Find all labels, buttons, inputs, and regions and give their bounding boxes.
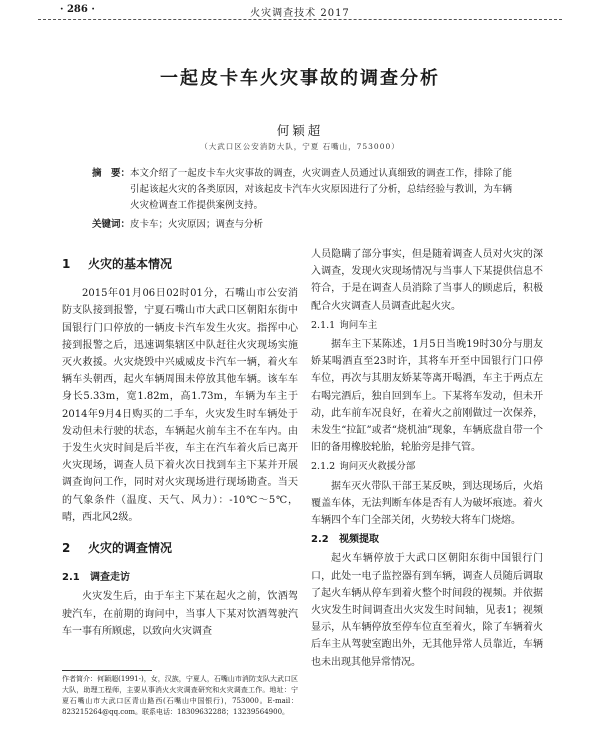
section-2-number: 2: [62, 541, 71, 556]
section-2-2-number: 2.2: [311, 534, 329, 546]
section-1-heading: [62, 256, 298, 273]
journal-title: 火灾调查技术 2017: [250, 8, 350, 19]
section-2-1-number: 2.1: [62, 572, 80, 584]
running-header: [38, 2, 562, 20]
section-2-1-2-paragraph: 据车灭火带队干部王某反映，到达现场后，火焰覆盖车体，无法判断车体是否有人为破坏痕迹。着火车辆四个车门全部关闭，火势较大将车门烧熔。: [311, 480, 543, 527]
abstract-text: 本文介绍了一起皮卡车火灾事故的调查，火灾调查人员通过认真细致的调查工作，排除了能引起该起火灾的各类原因，对该起皮卡汽车火灾原因进行了分析，总结经验与教训，为车辆火灾检调查工作提供案例支持。: [130, 168, 512, 211]
section-2-1-paragraph: 火灾发生后，由于车主下某在起火之前，饮酒驾驶汽车，在前期的询问中，当事人下某对饮酒驾驶汽车一事有所顾虑，以致向火灾调查: [62, 591, 298, 637]
author-name: 何颖超: [276, 123, 324, 138]
keywords-label: 关键词：: [92, 219, 131, 230]
section-1-paragraph: 2015年01月06日02时01分，石嘴山市公安消防支队接到报警，宁夏石嘴山市大武口区朝阳东街中国银行门口停放的一辆皮卡汽车发生火灾。指挥中心接到报警之后，迅速调集辖区中队赶往火灾现场实施灭火救援。火灾烧毁中兴威威皮卡汽车一辆，着火车辆车头朝西，起火车辆周围未停放其他车辆。该车车身长5.33m，宽1.82m，高1.73m，车辆为车主于2014年9月4日购买的二手车，火灾发生时车辆处于发动但未行驶的状态，车辆起火前车主不在车内。由于发生火灾时间是后半夜，车主在汽车着火后已离开火灾现场，调查人员下着火次日找到车主下某并开展调查询问工作，同时对火灾现场进行现场勘查。当天的气象条件（温度、天气、风力）：-10℃～5℃，晴，西北风2级。: [62, 288, 298, 523]
section-2-1-1-paragraph: 据车主下某陈述，1月5日当晚19时30分与朋友娇某喝酒直至23时许，其将车开至中国银行门口停车位，再次与其朋友娇某等离开喝酒，车主于两点左右喝完酒后，独自回到车上。下某将车发动，但未开动，此车前车况良好，在着火之前刚做过一次保养，未发生“拉缸”或者“烧机油”现象，车辆底盘自带一个旧的备用橡胶轮胎，轮胎旁是排气管。: [311, 339, 543, 454]
right-column: [311, 246, 543, 671]
section-2-2-heading: [311, 531, 543, 548]
section-1-title: 火灾的基本情况: [88, 257, 173, 271]
author-affiliation: （大武口区公安消防大队，宁夏 石嘴山，753000）: [200, 142, 400, 151]
footnote-rule: [62, 670, 152, 671]
section-2-1-title: 调查走访: [90, 572, 130, 584]
section-2-1-2-title: 询问灭火救援分部: [339, 461, 416, 473]
page-number: · 286 ·: [60, 4, 95, 15]
section-2-1-1-number: 2.1.1: [311, 319, 336, 331]
keywords-text: 皮卡车；火灾原因；调查与分析: [130, 219, 264, 230]
section-2-1-1-title: 询问车主: [339, 319, 378, 331]
keywords: [92, 216, 512, 230]
left-column: [62, 246, 298, 640]
section-2-1-2-number: 2.1.2: [311, 461, 336, 473]
abstract: [92, 166, 512, 214]
section-2-2-paragraph: 起火车辆停放于大武口区朝阳东街中国银行门口，此处一电子监控器有到车辆，调查人员随后调取了起火车辆从停车到着火整个时间段的视频。并依据火灾发生时间调查出火灾发生时间轴，见表1；视频显示，从车辆停放至停车位直至着火，除了车辆着火后车主从驾驶室跑出外，无其他异常人员靠近，车辆也未出现其他异常情况。: [311, 553, 543, 668]
section-2-1-2-heading: [311, 458, 543, 475]
abstract-label: 摘 要：: [92, 168, 131, 179]
section-2-1-1-heading: [311, 317, 543, 334]
header-rule: [38, 19, 562, 20]
section-2-title: 火灾的调查情况: [88, 541, 173, 556]
section-2-2-title: 视频提取: [339, 534, 379, 546]
section-2-heading: [62, 540, 298, 557]
author-footnote: 作者简介：何颖超(1991-)，女，汉族，宁夏人，石嘴山市消防支队大武口区大队，助理工程师，主要从事消火火灾调查研究和火灾调查工作。地址：宁夏石嘴山市大武口区青山路西(石嘴山中国银行)，753000。E-mail：823215264@qq.com。联系电话：18309632288；13239564900。: [62, 675, 298, 716]
section-1-number: 1: [62, 257, 71, 271]
continued-paragraph: 人员隐瞒了部分事实，但是随着调查人员对火灾的深入调查，发现火灾现场情况与当事人下某提供信息不符合，于是在调查人员消除了当事人的顾虑后，积极配合火灾调查人员调查此起火灾。: [311, 249, 543, 312]
section-2-1-heading: [62, 569, 298, 586]
article-title: 一起皮卡车火灾事故的调查分析: [160, 68, 440, 89]
